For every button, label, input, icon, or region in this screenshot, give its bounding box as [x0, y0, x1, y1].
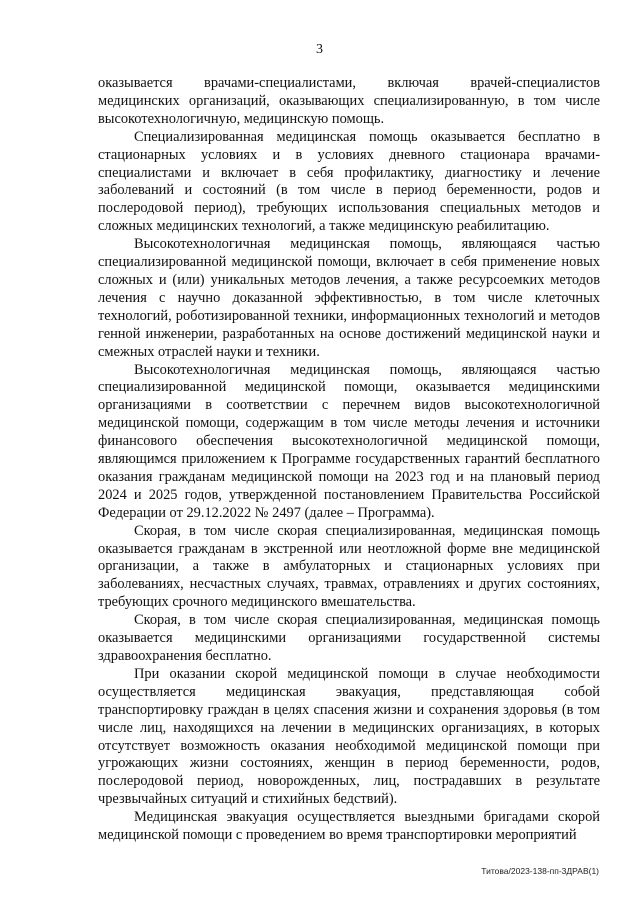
paragraph-specialized-care: Специализированная медицинская помощь оказывается бесплатно в стационарных условиях и в условиях дневного стационара врачами-специалистами и включает в себя профилактику, диагностику и лечение заболеваний и состояний (в том числе в период беременности, родов и послеродовой период), требующих использования специальных методов и сложных медицинских технологий, а также медицинскую реабилитацию.	[98, 128, 600, 235]
document-footer-code: Титова/2023-138-пп-3ДРАВ(1)	[481, 866, 599, 876]
paragraph-continuation: оказывается врачами-специалистами, включая врачей-специалистов медицинских организаций, оказывающих специализированную, в том числе высокотехнологичную, медицинскую помощь.	[98, 75, 600, 127]
page-number: 3	[316, 42, 323, 57]
paragraph-medical-evacuation: При оказании скорой медицинской помощи в случае необходимости осуществляется медицинская эвакуация, представляющая собой транспортировку граждан в целях спасения жизни и сохранения здоровья (в том числе лиц, находящихся на лечении в медицинских организациях, в которых отсутствует возможность оказания необходимой медицинской помощи при угрожающих жизни состояниях, женщин в период беременности, родов, послеродовой период, новорожденных, лиц, пострадавших в результате чрезвычайных ситуаций и стихийных бедствий).	[98, 665, 600, 808]
paragraph-emergency-care: Скорая, в том числе скорая специализированная, медицинская помощь оказывается гражданам в экстренной или неотложной форме вне медицинской организации, а также в амбулаторных и стационарных условиях при заболеваниях, несчастных случаях, травмах, отравлениях и других состояниях, требующих срочного медицинского вмешательства.	[98, 522, 600, 611]
paragraph-high-tech-care-definition: Высокотехнологичная медицинская помощь, являющаяся частью специализированной медицинской помощи, включает в себя применение новых сложных и (или) уникальных методов лечения, а также ресурсоемких методов лечения с научно доказанной эффективностью, в том числе клеточных технологий, роботизированной техники, информационных технологий и методов генной инженерии, разработанных на основе достижений медицинской науки и смежных отраслей науки и техники.	[98, 236, 600, 360]
paragraph-high-tech-care-provision: Высокотехнологичная медицинская помощь, являющаяся частью специализированной медицинской помощи, оказывается медицинскими организациями в соответствии с перечнем видов высокотехнологичной медицинской помощи, содержащим в том числе методы лечения и источники финансового обеспечения высокотехнологичной медицинской помощи, являющимся приложением к Программе государственных гарантий бесплатного оказания гражданам медицинской помощи на 2023 год и на плановый период 2024 и 2025 годов, утвержденной постановлением Правительства Российской Федерации от 29.12.2022 № 2497 (далее – Программа).	[98, 361, 600, 521]
document-body	[98, 75, 600, 845]
paragraph-emergency-care-free: Скорая, в том числе скорая специализированная, медицинская помощь оказывается медицинскими организациями государственной системы здравоохранения бесплатно.	[98, 612, 600, 664]
paragraph-evacuation-teams: Медицинская эвакуация осуществляется выездными бригадами скорой медицинской помощи с проведением во время транспортировки мероприятий	[98, 809, 600, 844]
